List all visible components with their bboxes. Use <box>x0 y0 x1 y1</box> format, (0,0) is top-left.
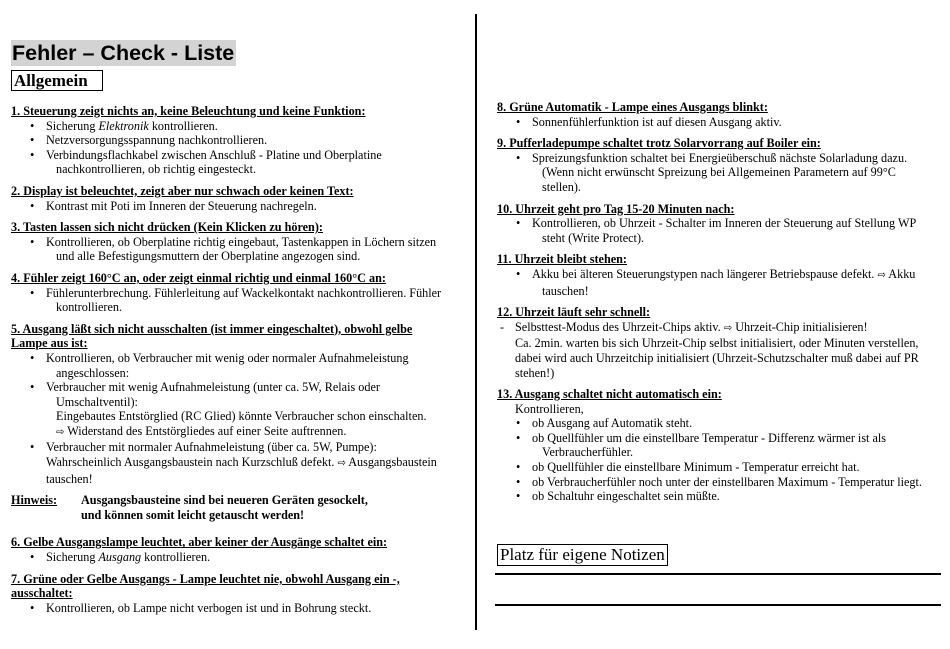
section-title: 6. Gelbe Ausgangslampe leuchtet, aber keiner der Ausgänge schaltet ein: <box>11 535 388 550</box>
hint-note: Hinweis: Ausgangsbausteine sind bei neueren Geräten gesockelt, und können somit leicht getauscht werden! <box>11 493 368 522</box>
section-4 <box>11 271 463 315</box>
notes-heading: Platz für eigene Notizen <box>497 544 668 566</box>
notes-line <box>495 573 941 575</box>
list-item: • Sicherung Elektronik kontrollieren. <box>30 118 218 133</box>
list-item: • Sicherung Ausgang kontrollieren. <box>30 550 211 565</box>
hint-label: Hinweis: <box>11 493 58 508</box>
section-11 <box>497 252 937 298</box>
section-9 <box>497 136 937 194</box>
list-item: • Verbindungsflachkabel zwischen Anschluß - Platine und Oberplatine nachkontrollieren, ob richtig eingesteckt. <box>30 147 382 177</box>
section-title: 13. Ausgang schaltet nicht automatisch ein: <box>497 387 722 402</box>
section-8 <box>497 100 937 129</box>
list-item: • Verbraucher mit normaler Aufnahmeleistung (über ca. 5W, Pumpe): Wahrscheinlich Ausgangsbaustein nach Kurzschluß defekt. ⇨ Ausgangsbaustein tauschen! <box>30 440 437 486</box>
right-column <box>497 100 937 566</box>
section-6 <box>11 535 463 564</box>
list-item: • ob Quellfühler um die einstellbare Temperatur - Differenz wärmer ist als Verbraucherfühler. <box>516 430 887 460</box>
section-title: 8. Grüne Automatik - Lampe eines Ausgangs blinkt: <box>497 100 768 114</box>
list-item: • Kontrollieren, ob Uhrzeit - Schalter im Inneren der Steuerung auf Stellung WP steht (Write Protect). <box>516 216 917 245</box>
section-3 <box>11 220 463 264</box>
section-title: 10. Uhrzeit geht pro Tag 15-20 Minuten nach: <box>497 201 735 216</box>
section-5 <box>11 322 463 487</box>
notes-line <box>495 604 941 606</box>
left-column <box>11 40 463 615</box>
list-item: - Selbsttest-Modus des Uhrzeit-Chips aktiv. ⇨ Uhrzeit-Chip initialisieren! Ca. 2min. warten bis sich Uhrzeit-Chip selbst initialisiert, oder Minuten verstellen, dabei wird auch Uhrzeitchip initialisiert (Uhrzeit-Schutzschalter muß dabei auf PR stehen!) <box>500 319 919 380</box>
list-item: • ob Quellfühler die einstellbare Minimum - Temperatur erreicht hat. <box>516 460 860 475</box>
list-item: • ob Ausgang auf Automatik steht. <box>516 416 693 431</box>
section-title: 7. Grüne oder Gelbe Ausgangs - Lampe leuchtet nie, obwohl Ausgang ein -, ausschaltet: <box>11 571 400 601</box>
list-item: • Kontrollieren, ob Lampe nicht verbogen ist und in Bohrung steckt. <box>30 600 372 615</box>
section-1 <box>11 104 463 177</box>
list-item: • ob Schaltuhr eingeschaltet sein müßte. <box>516 489 720 504</box>
list-item: • Verbraucher mit wenig Aufnahmeleistung (unter ca. 5W, Relais oder Umschaltventil): Eingebautes Entstörglied (RC Glied) könnte Verbraucher schon einschalten. ⇨ Widerstand des Entstörgliedes auf einer Seite auftrennen. <box>30 380 427 438</box>
section-2 <box>11 184 463 213</box>
list-item: • Kontrollieren, ob Oberplatine richtig eingebaut, Tastenkappen in Löchern sitzen und alle Befestigungsmuttern der Oberplatine angezogen sind. <box>30 234 437 264</box>
list-item: • Akku bei älteren Steuerungstypen nach längerer Betriebspause defekt. ⇨ Akku tauschen! <box>516 266 916 298</box>
section-title: 5. Ausgang läßt sich nicht ausschalten (ist immer eingeschaltet), obwohl gelbe Lampe aus ist: <box>11 321 413 351</box>
list-item: • Kontrast mit Poti im Inneren der Steuerung nachregeln. <box>30 198 317 213</box>
section-13 <box>497 387 937 504</box>
list-item: • Fühlerunterbrechung. Fühlerleitung auf Wackelkontakt nachkontrollieren. Fühler kontrollieren. <box>30 285 442 315</box>
page-title: Fehler – Check - Liste <box>12 41 235 65</box>
section-lead: Kontrollieren, <box>515 401 584 416</box>
list-item: • ob Verbraucherfühler noch unter der einstellbaren Maximum - Temperatur liegt. <box>516 474 922 489</box>
list-item: • Spreizungsfunktion schaltet bei Energieüberschuß nächste Solarladung dazu. (Wenn nicht erwünscht Spreizung bei Allgemeinen Parametern auf 99°C stellen). <box>516 150 908 194</box>
section-12 <box>497 305 937 380</box>
section-title: 9. Pufferladepumpe schaltet trotz Solarvorrang auf Boiler ein: <box>497 136 821 151</box>
section-title: 3. Tasten lassen sich nicht drücken (Kein Klicken zu hören): <box>11 220 323 235</box>
section-heading-allgemein: Allgemein <box>11 70 103 91</box>
section-title: 11. Uhrzeit bleibt stehen: <box>497 252 627 267</box>
section-7 <box>11 572 463 616</box>
section-title: 2. Display ist beleuchtet, zeigt aber nur schwach oder keinen Text: <box>11 183 354 198</box>
list-item: • Netzversorgungsspannung nachkontrollieren. <box>30 133 268 148</box>
list-item: • Kontrollieren, ob Verbraucher mit wenig oder normaler Aufnahmeleistung angeschlossen: <box>30 350 409 380</box>
section-title: 4. Fühler zeigt 160°C an, oder zeigt einmal richtig und einmal 160°C an: <box>11 270 386 285</box>
section-title: 12. Uhrzeit läuft sehr schnell: <box>497 305 651 320</box>
section-10 <box>497 202 937 246</box>
column-divider <box>475 14 477 630</box>
section-title: 1. Steuerung zeigt nichts an, keine Beleuchtung und keine Funktion: <box>11 104 366 118</box>
list-item: • Sonnenfühlerfunktion ist auf diesen Ausgang aktiv. <box>516 114 782 129</box>
